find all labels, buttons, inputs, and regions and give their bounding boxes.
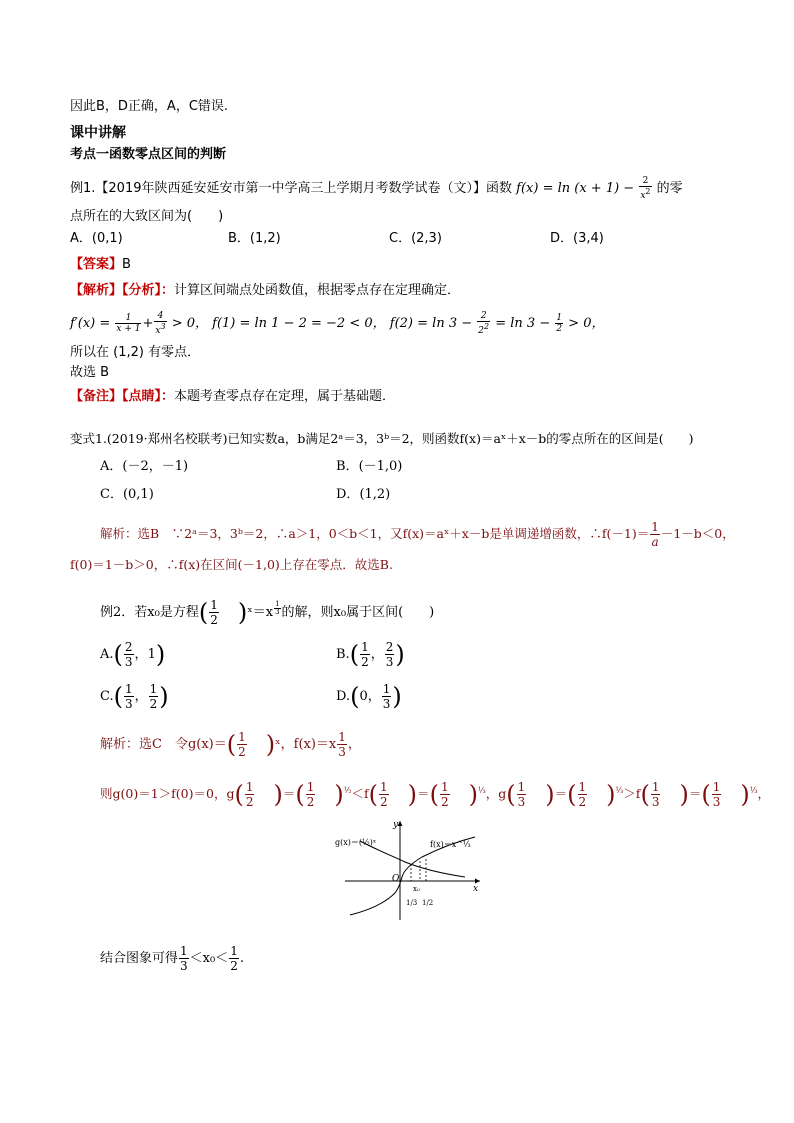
ex1-source: 【2019年陕西延安延安市第一中学高三上学期月考数学试卷（文）】: [95, 181, 486, 196]
ex2-option-b: B.( $\frac{1}{2}$ ， $\frac{2}{3}$ ): [336, 640, 405, 669]
analysis-text: 计算区间端点处函数值，根据零点存在定理确定．: [174, 283, 461, 298]
ex1-derivation: f′(x) = $\frac{1}{x + 1}$ + $\frac{4}{x^3}$ > 0， f(1) = ln 1 − 2 = −2 < 0， f(2) = ln 3 − $\frac{2}{2^2}$ = ln 3 − $\frac{1}{2}$ > 0，: [70, 311, 605, 336]
analysis-tag: 【解析】【分析】：: [70, 283, 175, 298]
var1-solution-line1: 解析：选B ∵2ᵃ＝3，3ᵇ＝2，∴a＞1，0＜b＜1，又f(x)＝aˣ＋x－b是单调递增函数，∴f(－1)＝ $\frac{1}{a}$ －1－b＜0，: [100, 520, 735, 549]
ex1-label: 例1.: [70, 181, 96, 196]
tick-x0: x₀: [413, 885, 420, 893]
ex1-remark: [70, 388, 395, 406]
ex2-final: 结合图象可得 $\frac{1}{3}$ ＜x₀＜ $\frac{1}{2}$ .: [100, 944, 244, 973]
ex1-stem-suffix: 的零: [656, 181, 683, 196]
var1-option-c: C．(0,1): [100, 487, 154, 502]
var1-option-a: A．(－2，－1): [100, 459, 189, 474]
remark-tag: 【备注】【点睛】：: [70, 389, 175, 404]
var1-solution-line2: f(0)＝1－b＞0，∴f(x)在区间(－1,0)上存在零点．故选B.: [70, 557, 393, 572]
var1-option-b: B．(－1,0): [336, 459, 403, 474]
ex1-func-fraction: $\frac{2}{x^2}$: [640, 176, 651, 201]
tick-half: 1/2: [422, 899, 434, 907]
ex1-analysis: [70, 282, 460, 300]
ex2-solution-line1: 解析：选C 令g(x)＝( $\frac{1}{2}$ )ˣ，f(x)＝x $\frac{1}{3}$ ，: [100, 730, 361, 759]
var1-stem: 变式1.(2019·郑州名校联考)已知实数a，b满足2ᵃ＝3，3ᵇ＝2，则函数f(x)＝aˣ＋x－b的零点所在的区间是( ): [70, 431, 694, 446]
ex1-func: f(x) = ln (x + 1) −: [516, 181, 635, 196]
section-title: 课中讲解: [70, 125, 126, 141]
ex1-conclusion2: 故选 B: [70, 365, 110, 380]
intro-conclusion: 因此B，D正确，A，C错误.: [70, 99, 229, 114]
ex1-stem-line2: 点所在的大致区间为( ): [70, 209, 224, 224]
remark-text: 本题考查零点存在定理，属于基础题．: [174, 389, 396, 404]
function-graph: [330, 815, 490, 925]
g-label: g(x)＝(½)ˣ: [335, 838, 377, 847]
section-subtitle: 考点一函数零点区间的判断: [70, 147, 227, 162]
y-axis-arrow: [398, 821, 403, 826]
ex2-stem: 例2．若x₀是方程( $\frac{1}{2}$ )ˣ＝x $^{\frac{1}{3}}$ 的解，则x₀属于区间( ): [100, 598, 435, 627]
answer-value: B: [122, 257, 131, 272]
f-label: f(x)＝x^⅓: [430, 840, 471, 849]
var1-option-d: D．(1,2): [336, 487, 391, 502]
ex1-stem: [70, 176, 683, 201]
ex1-option-a: A．(0,1): [70, 231, 123, 246]
origin-label: O: [392, 874, 400, 884]
ex2-option-a: A.( $\frac{2}{3}$ ，1): [100, 640, 166, 669]
x-axis-arrow: [475, 879, 480, 884]
answer-tag: 【答案】: [70, 257, 123, 272]
ex1-answer: [70, 256, 131, 274]
ex1-option-b: B．(1,2): [228, 231, 281, 246]
tick-third: 1/3: [406, 899, 418, 907]
ex1-option-c: C．(2,3): [389, 231, 442, 246]
y-axis-label: y: [393, 820, 399, 830]
ex2-option-c: C.( $\frac{1}{3}$ ， $\frac{1}{2}$ ): [100, 682, 169, 711]
ex1-option-d: D．(3,4): [550, 231, 604, 246]
ex1-stem-prefix: 函数: [486, 181, 513, 196]
ex2-option-d: D.(0， $\frac{1}{3}$ ): [336, 682, 402, 711]
ex1-conclusion1: 所以在 (1,2) 有零点．: [70, 345, 201, 360]
ex2-solution-line2: 则g(0)＝1＞f(0)＝0，g( $\frac{1}{2}$ )＝( $\frac{1}{2}$ )$^{\frac{1}{2}}$＜f( $\frac{1}{2}$ )＝( $\frac{1}{2}$ )$^{\frac{1}{3}}$，g( $\frac{1}{3}$ )＝( $\frac{1}{2}$ )$^{\frac{1}{3}}$＞f( $\frac{1}{3}$ )＝( $\frac{1}{3}$ )$^{\frac{1}{3}}$，: [100, 780, 771, 809]
x-axis-label: x: [473, 884, 479, 894]
